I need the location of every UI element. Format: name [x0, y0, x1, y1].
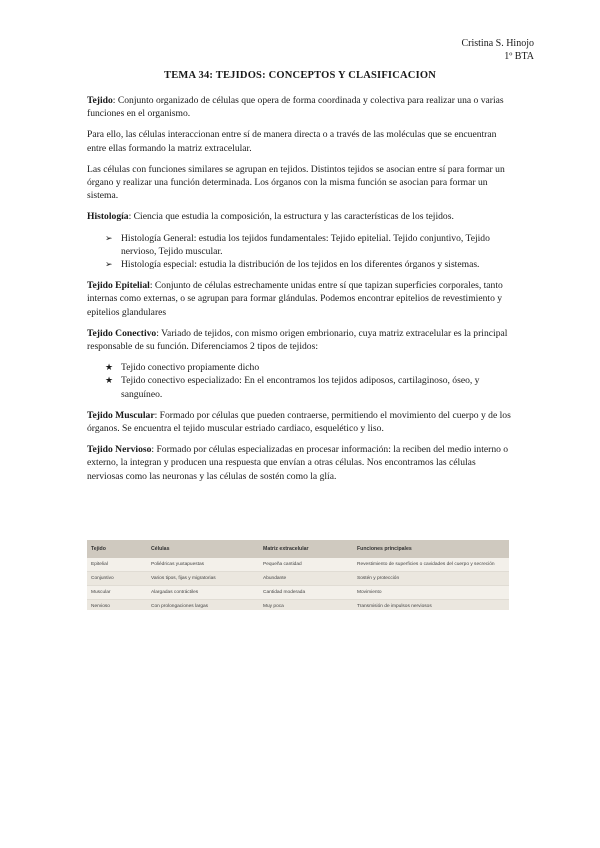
table-header-cell: Matriz extracelular	[263, 546, 309, 552]
conectivo-term: Tejido Conectivo	[87, 327, 157, 339]
table-row	[87, 572, 509, 586]
table-cell: Nervioso	[91, 604, 110, 609]
table-row	[87, 558, 509, 572]
table-cell: Conjuntivo	[91, 576, 114, 581]
nervioso-definition	[87, 443, 513, 483]
author-header	[461, 37, 534, 63]
histologia-list	[87, 232, 513, 272]
course-label: 1º BTA	[504, 51, 534, 62]
table-header-row	[87, 540, 509, 558]
table-row	[87, 586, 509, 600]
star-bullet-icon: ★	[105, 362, 114, 373]
table-cell: Muscular	[91, 590, 111, 595]
list-item	[87, 361, 513, 374]
list-item-text: Tejido conectivo especializado: En el encontramos los tejidos adiposos, cartilaginoso, óseo, y sanguíneo.	[121, 375, 480, 400]
nervioso-text: : Formado por células especializadas en procesar información: la reciben del medio interno o externo, la integran y producen una respuesta que envían a otras células. Nos encontramos las células nerviosas como las neuronas y las células de sostén como la glía.	[87, 444, 509, 482]
star-bullet-icon: ★	[105, 375, 114, 386]
histologia-text: : Ciencia que estudia la composición, la estructura y las características de los tejidos.	[128, 211, 454, 223]
list-item	[87, 232, 513, 258]
conectivo-text: : Variado de tejidos, con mismo origen embrionario, cuya matriz extracelular es la principal responsable de su función. Diferenciamos 2 tipos de tejidos:	[87, 327, 508, 353]
author-name: Cristina S. Hinojo	[461, 38, 534, 49]
tejido-term: Tejido	[87, 95, 113, 106]
table-cell: Sostén y protección	[357, 576, 400, 581]
epitelial-text: : Conjunto de células estrechamente unidas entre sí que tapizan superficies corporales, tanto internas como externas, o se agrupan para formar glándulas. Podemos encontrar epitelios de revestimiento y epitelios glandulares	[87, 280, 503, 318]
table-cell: Transmisión de impulsos nerviosos	[357, 604, 432, 609]
tejido-definition	[87, 94, 513, 120]
table-cell: Con prolongaciones largas	[151, 604, 209, 609]
epitelial-definition	[87, 279, 513, 319]
muscular-text: : Formado por células que pueden contraerse, permitiendo el movimiento del cuerpo y de los órganos. Se encuentra el tejido muscular estriado cardiaco, esquelético y liso.	[87, 409, 511, 435]
table-header-cell: Células	[151, 546, 170, 552]
tissue-table	[87, 540, 509, 610]
histologia-definition	[87, 210, 513, 223]
table-cell: Revestimiento de superficies o cavidades del cuerpo y secreción	[357, 562, 495, 567]
document-title: TEMA 34: TEJIDOS: CONCEPTOS Y CLASIFICACION	[163, 70, 437, 81]
muscular-term: Tejido Muscular	[87, 409, 155, 421]
list-item-text: Histología General: estudia los tejidos fundamentales: Tejido epitelial. Tejido conjuntivo, Tejido nervioso, Tejido muscular.	[121, 232, 490, 257]
list-item	[87, 374, 513, 400]
table-cell: Varios tipos, fijas y migratorias	[151, 576, 216, 581]
arrow-bullet-icon: ➢	[105, 259, 113, 270]
table-cell: Pequeña cantidad	[263, 562, 302, 567]
list-item	[87, 258, 513, 271]
table-header-cell: Funciones principales	[357, 546, 412, 552]
conectivo-list	[87, 361, 513, 401]
table-header-cell: Tejido	[91, 546, 106, 552]
table-cell: Epitelial	[91, 562, 108, 567]
epitelial-term: Tejido Epitelial	[87, 280, 150, 292]
table-cell: Abundante	[263, 576, 287, 581]
table-cell: Movimiento	[357, 590, 382, 595]
conectivo-definition	[87, 327, 513, 353]
arrow-bullet-icon: ➢	[105, 232, 113, 243]
muscular-definition	[87, 409, 513, 435]
document-body	[87, 94, 513, 491]
table-cell: Muy poca	[263, 604, 284, 609]
interaction-paragraph: Para ello, las células interaccionan entre sí de manera directa o a través de las moléculas que se encuentran entre ellas formando la matriz extracelular.	[87, 129, 497, 154]
tejido-text: : Conjunto organizado de células que opera de forma coordinada y colectiva para realizar una o varias funciones en el organismo.	[87, 95, 504, 120]
organs-paragraph: Las células con funciones similares se agrupan en tejidos. Distintos tejidos se asocian entre sí para formar un órgano y realizar una función determinada. Los órganos con la misma función se asocian para formar un sistema.	[87, 163, 505, 202]
nervioso-term: Tejido Nervioso	[87, 444, 152, 456]
histologia-term: Histología	[87, 211, 129, 223]
list-item-text: Histología especial: estudia la distribución de los tejidos en los diferentes órganos y sistemas.	[121, 259, 480, 271]
list-item-text: Tejido conectivo propiamente dicho	[121, 362, 260, 374]
table-cell: Alargadas contráctiles	[151, 590, 199, 595]
table-row	[87, 600, 509, 610]
table-cell: Poliédricas yuxtapuestas	[151, 562, 205, 567]
table-cell: Cantidad moderada	[263, 590, 306, 595]
